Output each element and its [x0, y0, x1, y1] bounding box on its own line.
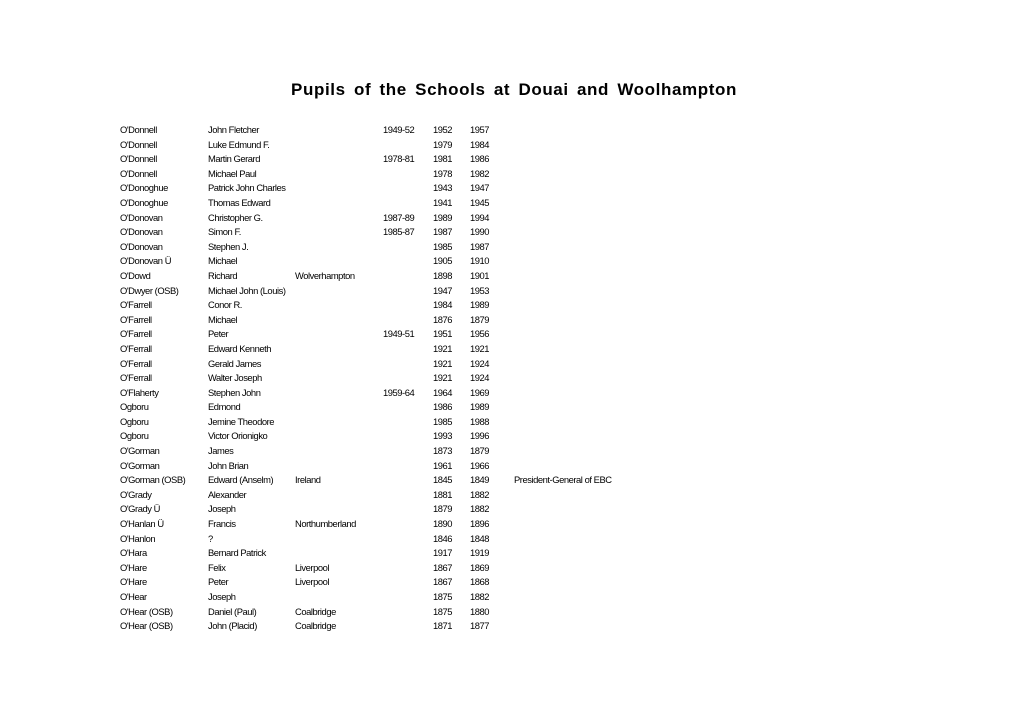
- leave-cell: 1945: [470, 196, 490, 208]
- list-item: [0, 561, 1024, 576]
- list-item: [0, 138, 1024, 153]
- surname-cell: O'Gorman (OSB): [120, 474, 186, 486]
- forenames-cell: Joseph: [208, 503, 236, 515]
- list-item: [0, 590, 1024, 605]
- surname-cell: O'Hear: [120, 591, 147, 602]
- entry-cell: 1875: [433, 605, 453, 617]
- entry-cell: 1867: [433, 561, 453, 573]
- surname-cell: O'Hanlan Ü: [120, 518, 164, 530]
- surname-cell: O'Hear (OSB): [120, 620, 173, 632]
- surname-cell: O'Farrell: [120, 299, 152, 311]
- leave-cell: 1947: [470, 182, 490, 194]
- list-item: [0, 444, 1024, 459]
- leave-cell: 1848: [470, 532, 490, 544]
- forenames-cell: Edward Kenneth: [208, 342, 272, 354]
- forenames-cell: Michael: [208, 313, 238, 325]
- entry-cell: 1987: [433, 226, 453, 238]
- leave-cell: 1984: [470, 138, 490, 150]
- list-item: [0, 619, 1024, 634]
- entry-cell: 1951: [433, 328, 453, 340]
- forenames-cell: Walter Joseph: [208, 372, 262, 384]
- entry-cell: 1981: [433, 153, 453, 165]
- leave-cell: 1880: [470, 605, 490, 617]
- surname-cell: Ogboru: [120, 401, 149, 413]
- leave-cell: 1869: [470, 561, 490, 573]
- surname-cell: O'Hanlon: [120, 532, 156, 544]
- list-item: [0, 473, 1024, 488]
- entry-cell: 1985: [433, 415, 453, 427]
- leave-cell: 1996: [470, 430, 490, 442]
- list-item: [0, 400, 1024, 415]
- place-cell: Liverpool: [295, 576, 329, 588]
- list-item: [0, 181, 1024, 196]
- entry-cell: 1905: [433, 255, 453, 267]
- list-item: [0, 502, 1024, 517]
- forenames-cell: Richard: [208, 269, 238, 281]
- leave-cell: 1877: [470, 620, 490, 632]
- list-item: [0, 459, 1024, 474]
- forenames-cell: Thomas Edward: [208, 196, 271, 208]
- forenames-cell: Bernard Patrick: [208, 547, 266, 559]
- list-item: [0, 269, 1024, 284]
- forenames-cell: Martin Gerard: [208, 153, 260, 165]
- forenames-cell: Michael Paul: [208, 167, 257, 179]
- forenames-cell: Edmond: [208, 401, 241, 413]
- list-item: [0, 123, 1024, 138]
- leave-cell: 1990: [470, 226, 490, 238]
- list-item: [0, 386, 1024, 401]
- forenames-cell: Christopher G.: [208, 211, 263, 223]
- forenames-cell: John Brian: [208, 459, 249, 471]
- list-item: [0, 371, 1024, 386]
- entry-cell: 1952: [433, 124, 453, 135]
- entry-cell: 1890: [433, 518, 453, 530]
- forenames-cell: ?: [208, 532, 213, 544]
- range-cell: 1949-52: [383, 124, 415, 135]
- leave-cell: 1882: [470, 591, 490, 602]
- surname-cell: O'Grady: [120, 488, 152, 500]
- leave-cell: 1987: [470, 240, 490, 252]
- entry-cell: 1941: [433, 196, 453, 208]
- surname-cell: O'Ferrall: [120, 342, 152, 354]
- surname-cell: O'Hara: [120, 547, 147, 559]
- leave-cell: 1882: [470, 488, 490, 500]
- forenames-cell: Stephen J.: [208, 240, 249, 252]
- place-cell: Liverpool: [295, 561, 329, 573]
- surname-cell: Ogboru: [120, 430, 149, 442]
- entry-cell: 1875: [433, 591, 453, 602]
- surname-cell: O'Hear (OSB): [120, 605, 173, 617]
- place-cell: Wolverhampton: [295, 269, 355, 281]
- list-item: [0, 313, 1024, 328]
- list-item: [0, 254, 1024, 269]
- leave-cell: 1957: [470, 124, 490, 135]
- entry-cell: 1986: [433, 401, 453, 413]
- forenames-cell: Luke Edmund F.: [208, 138, 270, 150]
- surname-cell: O'Ferrall: [120, 357, 152, 369]
- forenames-cell: Michael: [208, 255, 238, 267]
- entry-cell: 1898: [433, 269, 453, 281]
- list-item: [0, 298, 1024, 313]
- list-item: [0, 605, 1024, 620]
- leave-cell: 1919: [470, 547, 490, 559]
- forenames-cell: Jemine Theodore: [208, 415, 275, 427]
- forenames-cell: Peter: [208, 576, 229, 588]
- entry-cell: 1984: [433, 299, 453, 311]
- forenames-cell: Michael John (Louis): [208, 284, 286, 296]
- list-item: [0, 196, 1024, 211]
- leave-cell: 1924: [470, 357, 490, 369]
- surname-cell: O'Ferrall: [120, 372, 152, 384]
- place-cell: Coalbridge: [295, 605, 336, 617]
- forenames-cell: Felix: [208, 561, 226, 573]
- range-cell: 1985-87: [383, 226, 415, 238]
- entry-cell: 1845: [433, 474, 453, 486]
- entry-cell: 1943: [433, 182, 453, 194]
- leave-cell: 1879: [470, 445, 490, 457]
- list-item: [0, 211, 1024, 226]
- list-item: [0, 575, 1024, 590]
- entry-cell: 1979: [433, 138, 453, 150]
- list-item: [0, 167, 1024, 182]
- surname-cell: O'Donovan: [120, 211, 163, 223]
- surname-cell: O'Donoghue: [120, 182, 168, 194]
- list-item: [0, 532, 1024, 547]
- list-item: [0, 284, 1024, 299]
- list-item: [0, 342, 1024, 357]
- leave-cell: 1868: [470, 576, 490, 588]
- list-item: [0, 488, 1024, 503]
- list-item: [0, 240, 1024, 255]
- leave-cell: 1966: [470, 459, 490, 471]
- entry-cell: 1921: [433, 357, 453, 369]
- entry-cell: 1867: [433, 576, 453, 588]
- leave-cell: 1924: [470, 372, 490, 384]
- range-cell: 1987-89: [383, 211, 415, 223]
- surname-cell: O'Donoghue: [120, 196, 168, 208]
- surname-cell: O'Donovan Ü: [120, 255, 172, 267]
- leave-cell: 1901: [470, 269, 490, 281]
- forenames-cell: John Fletcher: [208, 124, 259, 135]
- entry-cell: 1989: [433, 211, 453, 223]
- entry-cell: 1871: [433, 620, 453, 632]
- surname-cell: O'Hare: [120, 576, 147, 588]
- surname-cell: Ogboru: [120, 415, 149, 427]
- surname-cell: O'Farrell: [120, 313, 152, 325]
- list-item: [0, 415, 1024, 430]
- surname-cell: O'Dwyer (OSB): [120, 284, 179, 296]
- list-item: [0, 517, 1024, 532]
- forenames-cell: Joseph: [208, 591, 236, 602]
- leave-cell: 1986: [470, 153, 490, 165]
- entry-cell: 1917: [433, 547, 453, 559]
- surname-cell: O'Grady Ü: [120, 503, 160, 515]
- entry-cell: 1985: [433, 240, 453, 252]
- surname-cell: O'Dowd: [120, 269, 151, 281]
- leave-cell: 1896: [470, 518, 490, 530]
- entry-cell: 1876: [433, 313, 453, 325]
- page-title: Pupils of the Schools at Douai and Woolhampton: [291, 80, 737, 99]
- note-cell: President-General of EBC: [514, 474, 612, 486]
- leave-cell: 1982: [470, 167, 490, 179]
- place-cell: Northumberland: [295, 518, 356, 530]
- range-cell: 1959-64: [383, 386, 415, 398]
- surname-cell: O'Donnell: [120, 153, 157, 165]
- leave-cell: 1849: [470, 474, 490, 486]
- forenames-cell: Simon F.: [208, 226, 241, 238]
- list-item: [0, 357, 1024, 372]
- leave-cell: 1988: [470, 415, 490, 427]
- leave-cell: 1989: [470, 401, 490, 413]
- range-cell: 1949-51: [383, 328, 415, 340]
- forenames-cell: Victor Orionigko: [208, 430, 268, 442]
- forenames-cell: Edward (Anselm): [208, 474, 274, 486]
- entry-cell: 1879: [433, 503, 453, 515]
- surname-cell: O'Farrell: [120, 328, 152, 340]
- entry-cell: 1873: [433, 445, 453, 457]
- leave-cell: 1953: [470, 284, 490, 296]
- forenames-cell: Patrick John Charles: [208, 182, 286, 194]
- entry-cell: 1961: [433, 459, 453, 471]
- surname-cell: O'Donovan: [120, 226, 163, 238]
- forenames-cell: Gerald James: [208, 357, 261, 369]
- leave-cell: 1994: [470, 211, 490, 223]
- leave-cell: 1921: [470, 342, 490, 354]
- surname-cell: O'Flaherty: [120, 386, 159, 398]
- surname-cell: O'Donovan: [120, 240, 163, 252]
- forenames-cell: Alexander: [208, 488, 247, 500]
- leave-cell: 1956: [470, 328, 490, 340]
- forenames-cell: James: [208, 445, 234, 457]
- forenames-cell: Francis: [208, 518, 236, 530]
- entry-cell: 1846: [433, 532, 453, 544]
- forenames-cell: John (Placid): [208, 620, 257, 632]
- entry-cell: 1881: [433, 488, 453, 500]
- surname-cell: O'Donnell: [120, 167, 157, 179]
- list-item: [0, 429, 1024, 444]
- surname-cell: O'Hare: [120, 561, 147, 573]
- forenames-cell: Stephen John: [208, 386, 261, 398]
- surname-cell: O'Donnell: [120, 138, 157, 150]
- entry-cell: 1993: [433, 430, 453, 442]
- range-cell: 1978-81: [383, 153, 415, 165]
- forenames-cell: Conor R.: [208, 299, 242, 311]
- entry-cell: 1978: [433, 167, 453, 179]
- list-item: [0, 327, 1024, 342]
- list-item: [0, 546, 1024, 561]
- entry-cell: 1947: [433, 284, 453, 296]
- leave-cell: 1882: [470, 503, 490, 515]
- forenames-cell: Peter: [208, 328, 229, 340]
- place-cell: Coalbridge: [295, 620, 336, 632]
- list-item: [0, 225, 1024, 240]
- forenames-cell: Daniel (Paul): [208, 605, 257, 617]
- place-cell: Ireland: [295, 474, 321, 486]
- leave-cell: 1910: [470, 255, 490, 267]
- surname-cell: O'Gorman: [120, 445, 160, 457]
- surname-cell: O'Gorman: [120, 459, 160, 471]
- list-item: [0, 152, 1024, 167]
- leave-cell: 1969: [470, 386, 490, 398]
- pupil-list: [0, 123, 1024, 634]
- entry-cell: 1921: [433, 342, 453, 354]
- leave-cell: 1989: [470, 299, 490, 311]
- leave-cell: 1879: [470, 313, 490, 325]
- entry-cell: 1921: [433, 372, 453, 384]
- entry-cell: 1964: [433, 386, 453, 398]
- surname-cell: O'Donnell: [120, 124, 157, 135]
